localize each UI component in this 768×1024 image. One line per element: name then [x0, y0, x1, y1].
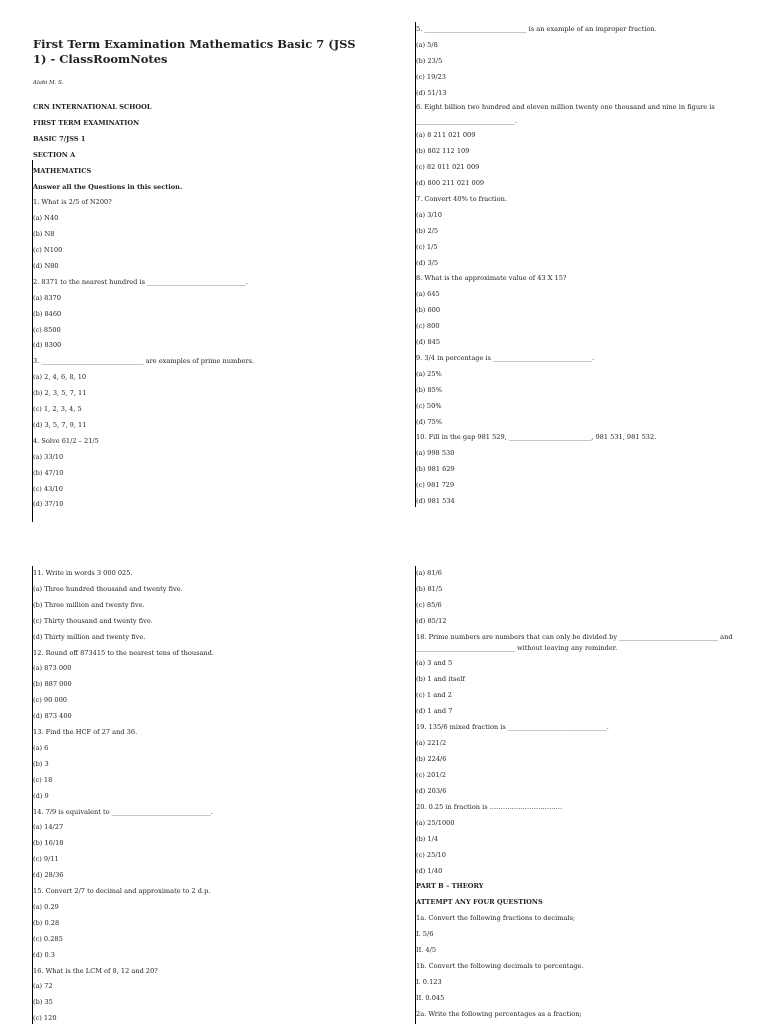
question-line: 11. Write in words 3 000 025.: [33, 569, 133, 577]
question-line: 14. 7/9 is equivalent to ______________________________.: [33, 807, 213, 816]
section-heading: FIRST TERM EXAMINATION: [33, 119, 140, 127]
question-line: (c) 120: [33, 1014, 57, 1023]
question-line: (a) 3 and 5: [416, 659, 453, 667]
question-line: (c) 1 and 2: [416, 691, 452, 699]
question-line: (a) 8 211 021 009: [416, 131, 476, 139]
question-line: (b) 35: [33, 998, 53, 1007]
question-line: (d) Thirty million and twenty five.: [33, 632, 146, 641]
question-line: (a) 14/27: [33, 823, 64, 832]
question-line: (c) Thirty thousand and twenty five.: [33, 616, 153, 625]
question-line: (b) 3: [33, 759, 49, 768]
question-line: (a) 25/1000: [416, 819, 455, 827]
question-line: (b) 600: [416, 306, 441, 314]
question-line: 12. Round off 873415 to the nearest tens of thousand.: [33, 648, 214, 657]
question-line: (b) 224/6: [416, 755, 447, 763]
question-line: (b) 981 629: [416, 465, 455, 473]
question-line: (b) 2/5: [416, 227, 439, 235]
question-line: (c) N100: [33, 246, 63, 254]
question-line: (b) 47/10: [33, 469, 64, 477]
question-line: (a) 8370: [33, 294, 61, 302]
question-line: (a) Three hundred thousand and twenty five.: [33, 584, 183, 593]
question-line: (c) 50%: [416, 402, 442, 410]
question-line: (c) 8500: [33, 326, 61, 334]
question-line: (d) 37/10: [33, 500, 64, 508]
question-line: 6. Eight billion two hundred and eleven million twenty one thousand and nine in figure is: [416, 103, 715, 111]
question-line: (c) 18: [33, 775, 53, 784]
question-line: (a) 0.29: [33, 902, 59, 911]
question-line: (b) 802 112 109: [416, 147, 470, 155]
question-line: 1b. Convert the following decimals to percentage.: [416, 962, 584, 970]
question-line: (a) 3/10: [416, 211, 442, 219]
question-line: (a) 6: [33, 743, 49, 752]
question-line: (a) N40: [33, 214, 59, 222]
section-heading: BASIC 7/JSS 1: [33, 135, 86, 143]
question-line: 20. 0.25 in fraction is ……………………………: [416, 803, 563, 811]
question-line: (b) 85%: [416, 386, 443, 394]
question-line: (b) 1/4: [416, 835, 439, 843]
question-line: 18. Prime numbers are numbers that can only be divided by ______________________________ and: [416, 633, 733, 641]
document-title: First Term Examination Mathematics Basic 7 (JSS 1) - ClassRoomNotes: [33, 37, 356, 66]
question-line: ______________________________ without leaving any reminder.: [416, 644, 618, 652]
question-line: (c) 1/5: [416, 243, 438, 251]
question-line: 1a. Convert the following fractions to decimals;: [416, 914, 576, 922]
question-line: (c) 85/6: [416, 601, 442, 609]
question-line: (b) Three million and twenty five.: [33, 600, 145, 609]
question-line: 5. _______________________________ is an example of an improper fraction.: [416, 25, 657, 33]
question-line: 10. Fill in the gap 981 529, _________________________, 981 531, 981 532.: [416, 433, 657, 441]
question-line: (c) 201/2: [416, 771, 446, 779]
question-line: I. 5/6: [416, 930, 434, 938]
question-line: (c) 25/10: [416, 851, 446, 859]
question-line: (d) 0.3: [33, 950, 55, 959]
question-line: II. 4/5: [416, 946, 437, 954]
question-line: 13. Find the HCF of 27 and 36.: [33, 728, 138, 736]
question-line: (c) 19/23: [416, 73, 446, 81]
question-line: (d) 873 400: [33, 712, 72, 721]
question-line: (a) 2, 4, 6, 8, 10: [33, 373, 87, 381]
question-line: (c) 43/10: [33, 485, 63, 493]
question-line: (b) 2, 3, 5, 7, 11: [33, 389, 87, 397]
question-line: (d) 8300: [33, 341, 62, 349]
question-line: (d) 3, 5, 7, 9, 11: [33, 421, 87, 429]
question-line: (b) 1 and itself: [416, 675, 465, 683]
question-line: (d) 28/36: [33, 871, 64, 880]
question-line: (b) 81/5: [416, 585, 443, 593]
section-heading: MATHEMATICS: [33, 167, 92, 175]
question-line: (a) 25%: [416, 370, 442, 378]
question-line: (a) 998 530: [416, 449, 455, 457]
author-name: Alabi M. S.: [33, 80, 64, 86]
question-line: (d) 203/6: [416, 787, 447, 795]
question-line: (b) N8: [33, 230, 55, 238]
question-line: (b) 8460: [33, 310, 62, 318]
question-line: (d) 981 534: [416, 497, 455, 505]
question-line: 2a. Write the following percentages as a fraction;: [416, 1010, 582, 1018]
section-heading: CRN INTERNATIONAL SCHOOL: [33, 103, 152, 111]
question-line: (d) 75%: [416, 418, 443, 426]
question-line: (b) 0.28: [33, 918, 60, 927]
question-line: (d) 845: [416, 338, 441, 346]
question-line: (d) 85/12: [416, 617, 447, 625]
question-line: 8. What is the approximate value of 43 X 15?: [416, 274, 567, 282]
question-line: (d) N80: [33, 262, 59, 270]
question-line: 16. What is the LCM of 8, 12 and 20?: [33, 966, 158, 975]
question-line: (c) 981 729: [416, 481, 455, 489]
question-line: 4. Solve 61/2 – 21/5: [33, 437, 99, 445]
question-line: I. 0.123: [416, 978, 442, 986]
question-line: (a) 221/2: [416, 739, 447, 747]
question-line: (a) 873 000: [33, 664, 72, 673]
question-line: (b) 16/18: [33, 839, 64, 848]
question-line: (c) 1, 2, 3, 4, 5: [33, 405, 82, 413]
question-line: (a) 72: [33, 982, 53, 991]
question-line: 2. 8371 to the nearest hundred is ______________________________.: [33, 278, 249, 286]
question-line: 1. What is 2/5 of N200?: [33, 198, 112, 206]
question-line: (c) 0.285: [33, 934, 63, 943]
question-line: (d) 9: [33, 791, 49, 800]
question-line: 9. 3/4 in percentage is ______________________________.: [416, 354, 595, 362]
question-line: (d) 51/13: [416, 89, 447, 97]
section-heading: SECTION A: [33, 151, 76, 159]
question-line: (d) 1/40: [416, 867, 443, 875]
question-line: 3. _______________________________ are examples of prime numbers.: [33, 357, 255, 365]
question-line: (c) 90 000: [33, 696, 68, 705]
question-line: ______________________________.: [416, 117, 518, 125]
question-line: (a) 33/10: [33, 453, 64, 461]
question-line: (a) 645: [416, 290, 440, 298]
question-line: 7. Convert 40% to fraction.: [416, 195, 507, 203]
question-line: 15. Convert 2/7 to decimal and approximate to 2 d.p.: [33, 887, 211, 895]
question-line: (a) 5/8: [416, 41, 438, 49]
question-line: (c) 82 011 021 009: [416, 163, 480, 171]
question-line: (c) 800: [416, 322, 440, 330]
question-line: (d) 1 and 7: [416, 707, 453, 715]
question-line: (d) 800 211 021 009: [416, 179, 485, 187]
question-line: II. 0.045: [416, 994, 445, 1002]
question-line: (a) 81/6: [416, 569, 442, 577]
question-line: (b) 23/5: [416, 57, 443, 65]
section-heading: Answer all the Questions in this section.: [33, 183, 183, 191]
question-line: 19. 135/6 mixed fraction is ______________________________.: [416, 723, 609, 731]
question-line: (c) 9/11: [33, 855, 59, 864]
section-heading: ATTEMPT ANY FOUR QUESTIONS: [416, 898, 543, 906]
question-line: (b) 887 000: [33, 680, 72, 689]
question-line: (d) 3/5: [416, 259, 439, 267]
section-heading: PART B – THEORY: [416, 882, 484, 890]
